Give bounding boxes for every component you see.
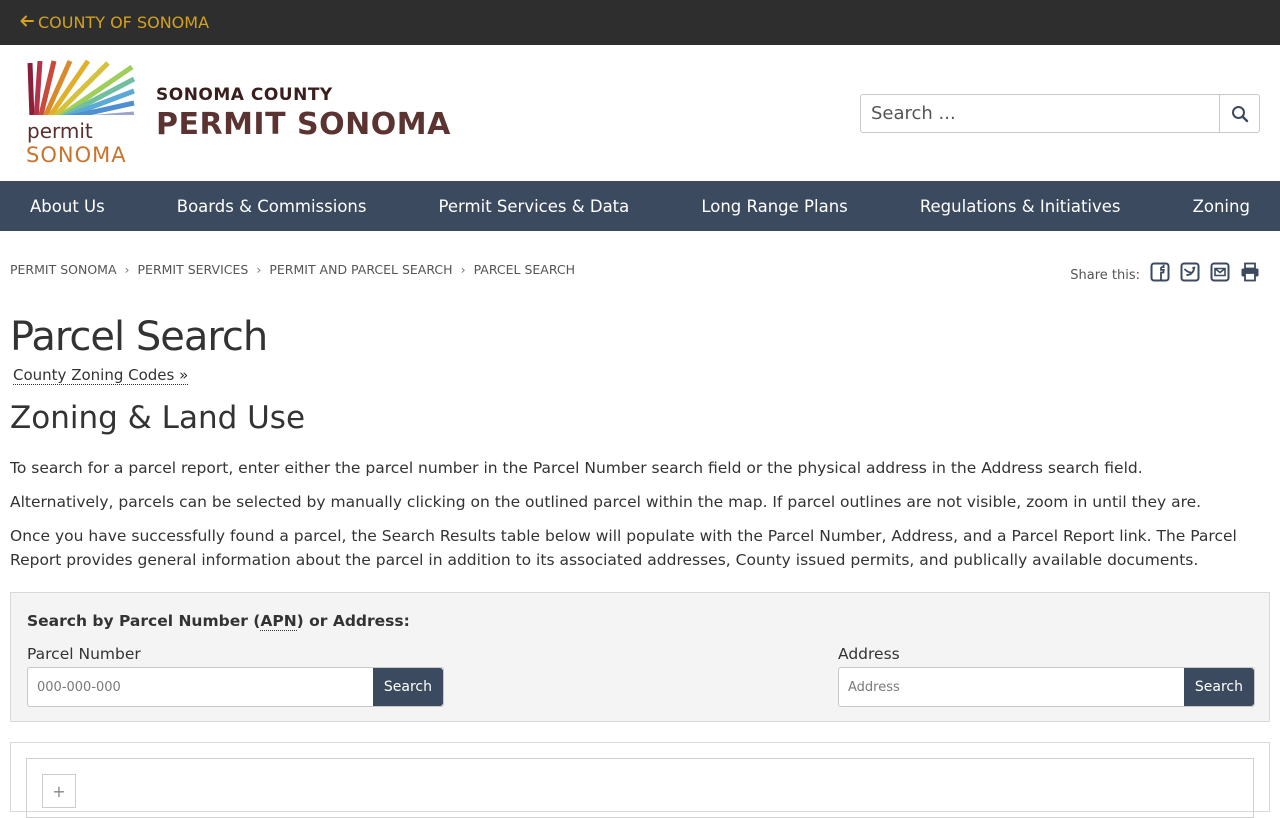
search-panel [10,592,1270,722]
county-of-sonoma-link[interactable] [20,13,209,32]
site-search-button[interactable] [1219,95,1259,132]
breadcrumb-parcel-search: PARCEL SEARCH [473,262,576,277]
search-panel-heading-suffix: ) or Address: [296,612,410,630]
share-label: Share this: [1070,267,1140,283]
address-input[interactable] [839,668,1184,706]
nav-zoning[interactable]: Zoning [1192,196,1250,216]
permit-sonoma-logo[interactable] [26,57,138,169]
instructions-paragraph-2: Alternatively, parcels can be selected by manually clicking on the outlined parcel within the map. If parcel outlines are not visible, zoom in until they are. [10,493,1202,511]
nav-long-range-plans[interactable]: Long Range Plans [701,196,848,216]
instructions-paragraph-1: To search for a parcel report, enter either the parcel number in the Parcel Number search field or the physical address in the Address search field. [10,459,1143,477]
site-search [860,94,1260,133]
breadcrumb-permit-parcel-search[interactable]: PERMIT AND PARCEL SEARCH [269,262,453,277]
top-bar [0,0,1280,45]
parcel-number-field [27,667,444,707]
sunburst-icon [26,57,138,125]
nav-regulations-initiatives[interactable]: Regulations & Initiatives [919,196,1121,216]
map-container [10,742,1270,812]
breadcrumb-permit-services[interactable]: PERMIT SERVICES [137,262,249,277]
breadcrumb-separator: › [124,262,130,277]
print-icon[interactable] [1240,262,1260,282]
county-of-sonoma-label: COUNTY OF SONOMA [38,13,210,32]
site-subtitle: SONOMA COUNTY [156,85,333,105]
address-search-button[interactable]: Search [1184,668,1254,706]
page-title: Parcel Search [10,314,268,360]
instructions-paragraph-3: Once you have successfully found a parcel, the Search Results table below will populate with the Parcel Number, Address, and a Parcel Report link. The Parcel Report provides general information about the parcel in addition to its associated addresses, County issued permits, and publically available documents. [10,527,1237,569]
nav-permit-services-data[interactable]: Permit Services & Data [438,196,630,216]
site-search-input[interactable] [861,95,1219,132]
nav-boards-commissions[interactable]: Boards & Commissions [176,196,367,216]
section-title: Zoning & Land Use [10,400,306,436]
address-label: Address [838,645,900,663]
nav-about-us[interactable]: About Us [30,196,105,216]
facebook-icon[interactable] [1150,262,1170,282]
search-icon [1231,105,1249,123]
logo-sonoma-text: SONOMA [26,143,127,167]
site-title[interactable]: PERMIT SONOMA [156,107,451,142]
search-panel-heading [27,612,410,630]
address-field [838,667,1255,707]
county-zoning-codes-link[interactable]: County Zoning Codes » [13,366,189,384]
twitter-icon[interactable] [1180,262,1200,282]
zoom-in-button[interactable]: + [42,774,76,808]
parcel-number-input[interactable] [28,668,373,706]
parcel-map[interactable] [26,758,1254,818]
parcel-number-label: Parcel Number [27,645,141,663]
breadcrumb-separator: › [256,262,262,277]
logo-permit-text: permit [27,119,93,143]
parcel-search-button[interactable]: Search [373,668,443,706]
breadcrumb-permit-sonoma[interactable]: PERMIT SONOMA [10,262,117,277]
email-icon[interactable] [1210,262,1230,282]
breadcrumb-separator: › [460,262,466,277]
breadcrumb [10,262,575,277]
arrow-left-icon [20,13,34,32]
site-header [0,45,1280,181]
main-nav [0,181,1280,231]
apn-abbr: APN [260,612,297,630]
share-bar [1070,262,1260,282]
search-panel-heading-prefix: Search by Parcel Number ( [27,612,261,630]
